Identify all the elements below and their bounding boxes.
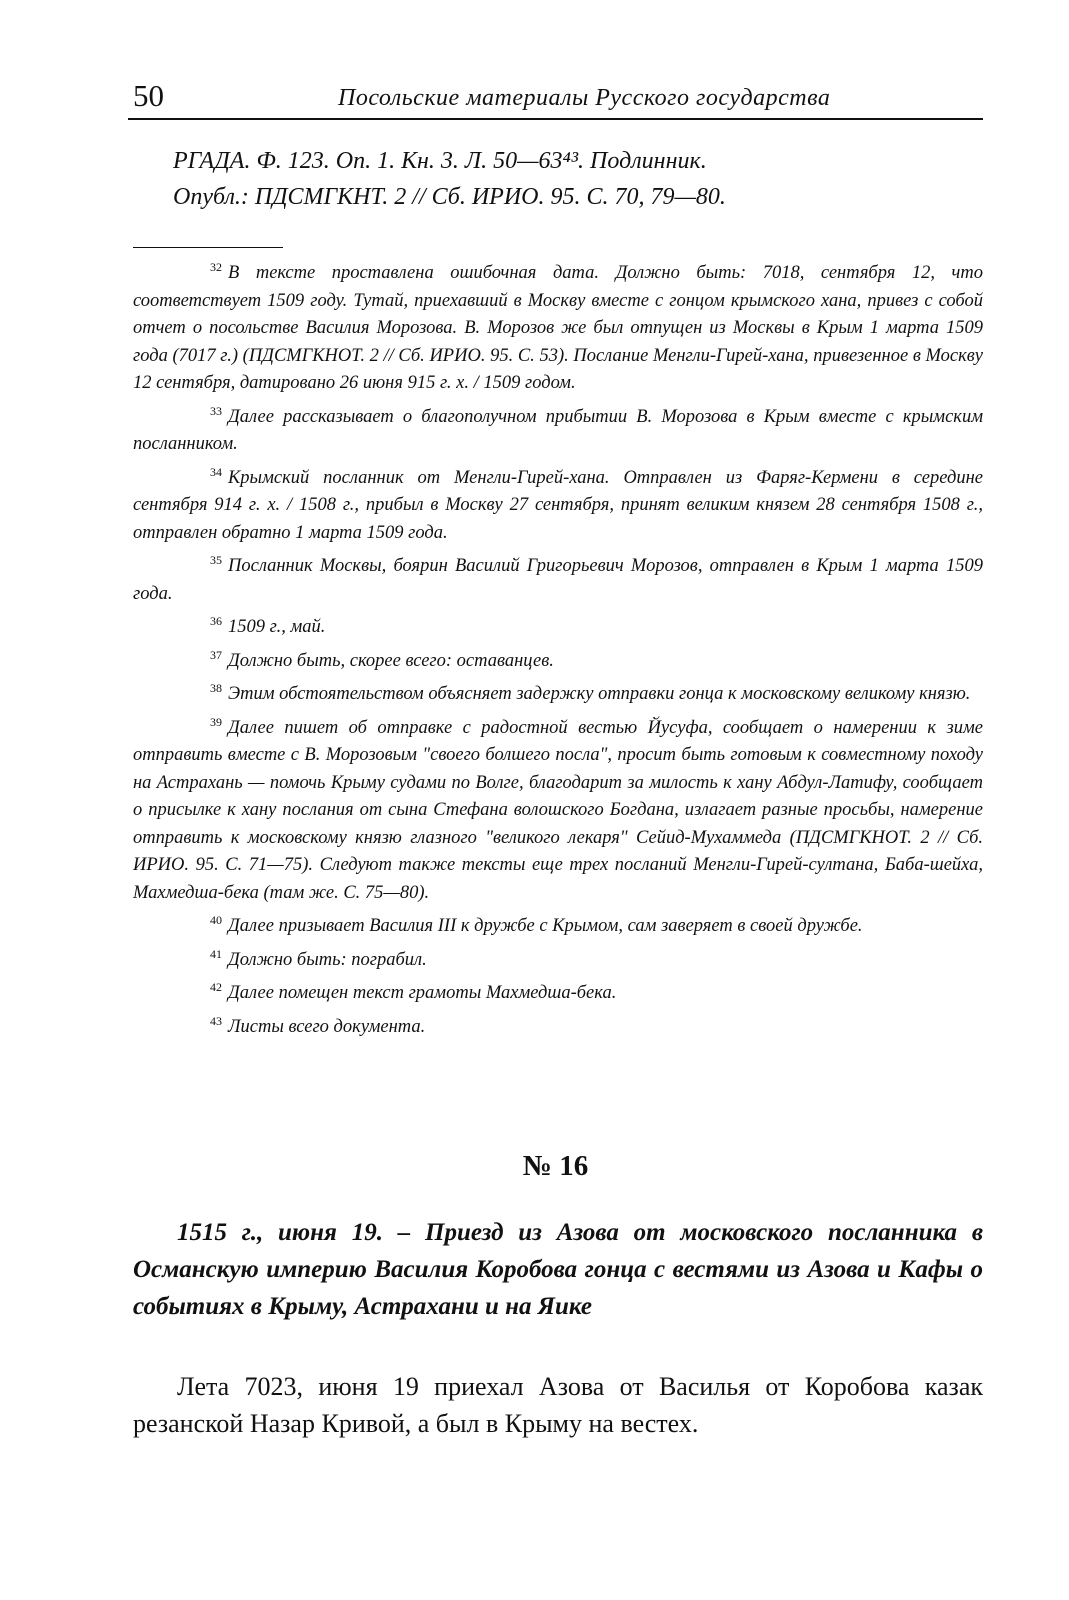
document-title: 1515 г., июня 19. – Приезд из Азова от московского посланника в Османскую империю Василия Коробова гонца с вестями из Азова и Кафы о событиях в Крыму, Астрахани и на Яике (133, 1219, 983, 1320)
footnote-text: Далее помещен текст грамоты Махмедша-бека. (228, 983, 617, 1003)
footnote-text: Далее призывает Василия III к дружбе с Крымом, сам заверяет в своей дружбе. (228, 916, 863, 936)
footnote (133, 459, 983, 548)
document-body: Лета 7023, июня 19 приехал Азова от Василья от Коробова казак резанской Назар Кривой, а был в Крыму на вестех. (133, 1372, 983, 1438)
footnote-divider (133, 247, 283, 248)
publication-line: Опубл.: ПДСМГКНТ. 2 // Сб. ИРИО. 95. С. 70, 79—80. (173, 184, 726, 210)
footnotes (133, 254, 983, 1041)
running-title: Посольские материалы Русского государства (338, 85, 831, 111)
page-number: 50 (133, 78, 164, 113)
document-number: № 16 (522, 1150, 589, 1182)
footnote-number: 32 (210, 260, 222, 274)
footnote-text: Должно быть, скорее всего: оставанцев. (228, 650, 554, 671)
footnote-text: Листы всего документа. (228, 1016, 426, 1037)
footnote-text: В тексте проставлена ошибочная дата. Должно быть: 7018, сентября 12, что соответствует 1509 году. Тутай, приехавший в Москву вместе с гонцом крымского хана, привез с собой отчет о посольстве Василия Морозова. В. Морозов же был отпущен из Москвы в Крым 1 марта 1509 года (7017 г.) (ПДСМГКНОТ. 2 // Сб. ИРИО. 95. С. 53). Послание Менгли-Гирей-хана, привезенное в Москву 12 сентября, датировано 26 июня 915 г. х. / 1509 годом. (133, 263, 983, 393)
footnote (133, 547, 983, 608)
footnote-number: 40 (210, 913, 222, 927)
footnote-number: 42 (210, 980, 222, 994)
page-header (128, 78, 983, 120)
footnote-text: 1509 г., май. (228, 617, 326, 637)
footnote (133, 1008, 983, 1042)
archive-line: РГАДА. Ф. 123. Оп. 1. Кн. 3. Л. 50—63⁴³. Подлинник. (173, 148, 707, 174)
footnote-number: 36 (210, 614, 222, 628)
footnote-number: 41 (210, 946, 222, 961)
footnote-number: 35 (210, 553, 222, 567)
footnote-text: Крымский посланник от Менгли-Гирей-хана. Отправлен из Фаряг-Кермени в середине сентября 914 г. х. / 1508 г., прибыл в Москву 27 сентября, принят великим князем 28 сентября 1508 г., отправлен обратно 1 марта 1509 года. (133, 467, 983, 543)
footnote (133, 608, 983, 642)
footnote-number: 38 (210, 681, 222, 695)
footnote-text: Посланник Москвы, боярин Василий Григорьевич Морозов, отправлен в Крым 1 марта 1509 года. (133, 556, 983, 604)
footnote-text: Этим обстоятельством объясняет задержку отправки гонца к московскому великому князю. (228, 684, 971, 704)
footnote (133, 642, 983, 676)
footnote-number: 37 (210, 647, 222, 662)
footnote (133, 907, 983, 941)
footnote-number: 34 (210, 464, 222, 479)
footnote (133, 675, 983, 709)
footnote-number: 39 (210, 714, 222, 729)
footnote-number: 33 (210, 403, 222, 418)
footnote-text: Далее рассказывает о благополучном прибытии В. Морозова в Крым вместе с крымским посланником. (133, 406, 983, 454)
footnote (133, 398, 983, 459)
footnote (133, 254, 983, 398)
footnote-text: Далее пишет об отправке с радостной вестью Йусуфа, сообщает о намерении к зиме отправить вместе с В. Морозовым "своего болшего посла", просит быть готовым к совместному походу на Астрахань — помочь Крыму судами по Волге, благодарит за милость к хану Абдул-Латифу, сообщает о присылке к хану послания от сына Стефана волошского Богдана, излагает разные просьбы, намерение отправить к московскому князю глазного "великого лекаря" Сейид-Мухаммеда (ПДСМГКНОТ. 2 // Сб. ИРИО. 95. С. 71—75). Следуют также тексты еще трех посланий Менгли-Гирей-султана, Баба-шейха, Махмедша-бека (там же. С. 75—80). (133, 717, 983, 903)
footnote (133, 941, 983, 975)
footnote-text: Должно быть: пограбил. (228, 949, 427, 970)
footnote (133, 974, 983, 1008)
footnote-number: 43 (210, 1013, 222, 1028)
footnote (133, 709, 983, 908)
archive-reference (173, 143, 726, 215)
